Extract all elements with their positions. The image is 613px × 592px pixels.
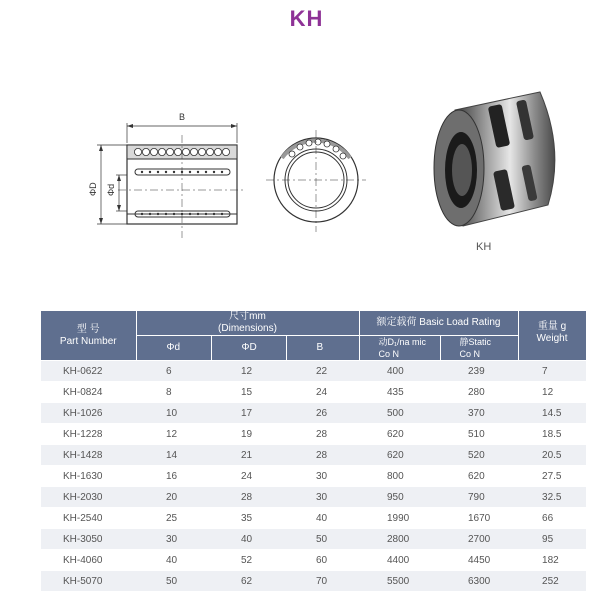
length-cell: 70 — [286, 571, 359, 592]
static-rating-cell: 6300 — [440, 571, 518, 592]
side-view-drawing — [97, 123, 245, 238]
outer-diameter-cell: 52 — [211, 550, 286, 571]
dynamic-rating-cell: 800 — [359, 466, 440, 487]
part-number-cell: KH-3050 — [41, 529, 136, 550]
part-number-header-en: Part Number — [59, 335, 117, 347]
outer-diameter-cell: 15 — [211, 382, 286, 403]
length-cell: 26 — [286, 403, 359, 424]
part-number-cell: KH-5070 — [41, 571, 136, 592]
inner-diameter-cell: 6 — [136, 361, 211, 382]
part-number-cell: KH-2030 — [41, 487, 136, 508]
dynamic-rating-cell: 500 — [359, 403, 440, 424]
part-number-cell: KH-4060 — [41, 550, 136, 571]
dynamic-rating-cell: 1990 — [359, 508, 440, 529]
length-cell: 30 — [286, 466, 359, 487]
part-number-cell: KH-2540 — [41, 508, 136, 529]
dynamic-rating-cell: 4400 — [359, 550, 440, 571]
length-cell: 60 — [286, 550, 359, 571]
static-rating-cell: 520 — [440, 445, 518, 466]
outer-diameter-cell: 40 — [211, 529, 286, 550]
length-cell: 30 — [286, 487, 359, 508]
table-row — [41, 445, 586, 466]
table-row — [41, 361, 586, 382]
static-rating-cell: 4450 — [440, 550, 518, 571]
static-rating-unit: Co N — [459, 349, 481, 359]
table-row — [41, 529, 586, 550]
weight-cell: 7 — [518, 361, 586, 382]
weight-cell: 18.5 — [518, 424, 586, 445]
inner-diameter-cell: 12 — [136, 424, 211, 445]
dynamic-rating-cell: 2800 — [359, 529, 440, 550]
inner-diameter-cell: 14 — [136, 445, 211, 466]
table-row — [41, 382, 586, 403]
load-rating-header — [359, 311, 518, 336]
static-rating-cell: 620 — [440, 466, 518, 487]
outer-diameter-cell: 62 — [211, 571, 286, 592]
dynamic-rating-unit: Co N — [378, 349, 400, 359]
dynamic-rating-cell: 620 — [359, 424, 440, 445]
part-number-cell: KH-0622 — [41, 361, 136, 382]
dimension-inner-diameter-label: Φd — [106, 183, 116, 196]
end-view-drawing — [266, 130, 366, 232]
table-row — [41, 466, 586, 487]
product-photo — [434, 92, 555, 226]
part-number-header — [41, 311, 136, 361]
static-rating-cell: 2700 — [440, 529, 518, 550]
inner-diameter-cell: 8 — [136, 382, 211, 403]
inner-diameter-cell: 10 — [136, 403, 211, 424]
static-rating-cell: 239 — [440, 361, 518, 382]
page-title: KH — [289, 6, 324, 31]
weight-cell: 14.5 — [518, 403, 586, 424]
inner-diameter-cell: 16 — [136, 466, 211, 487]
part-number-header-cn: 型 号 — [76, 323, 100, 335]
weight-header-cn: 重量 g — [537, 321, 567, 332]
length-cell: 28 — [286, 424, 359, 445]
product-caption: KH — [476, 241, 492, 253]
table-row — [41, 403, 586, 424]
weight-cell: 95 — [518, 529, 586, 550]
weight-cell: 27.5 — [518, 466, 586, 487]
inner-diameter-cell: 25 — [136, 508, 211, 529]
dimension-b-label: B — [179, 112, 186, 122]
static-rating-label: 静Static — [459, 337, 492, 347]
bearing-drawings — [0, 80, 613, 265]
table-row — [41, 571, 586, 592]
dynamic-rating-cell: 435 — [359, 382, 440, 403]
weight-cell: 12 — [518, 382, 586, 403]
length-cell: 24 — [286, 382, 359, 403]
table-row — [41, 550, 586, 571]
dimensions-header — [136, 311, 359, 336]
static-rating-cell: 280 — [440, 382, 518, 403]
length-cell: 50 — [286, 529, 359, 550]
outer-diameter-cell: 24 — [211, 466, 286, 487]
length-header: B — [286, 336, 359, 361]
weight-cell: 20.5 — [518, 445, 586, 466]
inner-diameter-cell: 20 — [136, 487, 211, 508]
outer-diameter-cell: 21 — [211, 445, 286, 466]
table-row — [41, 424, 586, 445]
static-rating-cell: 510 — [440, 424, 518, 445]
part-number-cell: KH-0824 — [41, 382, 136, 403]
table-row — [41, 508, 586, 529]
outer-diameter-cell: 12 — [211, 361, 286, 382]
static-rating-header — [440, 336, 518, 361]
dynamic-rating-cell: 950 — [359, 487, 440, 508]
outer-diameter-cell: 28 — [211, 487, 286, 508]
weight-cell: 182 — [518, 550, 586, 571]
static-rating-cell: 1670 — [440, 508, 518, 529]
weight-cell: 32.5 — [518, 487, 586, 508]
table-row — [41, 487, 586, 508]
load-rating-header-label: 额定载荷 Basic Load Rating — [376, 317, 501, 328]
dimensions-header-cn: 尺寸mm — [229, 311, 266, 322]
length-cell: 40 — [286, 508, 359, 529]
inner-diameter-cell: 40 — [136, 550, 211, 571]
weight-cell: 66 — [518, 508, 586, 529]
dynamic-rating-cell: 5500 — [359, 571, 440, 592]
weight-header — [518, 311, 586, 361]
outer-diameter-cell: 17 — [211, 403, 286, 424]
inner-diameter-cell: 30 — [136, 529, 211, 550]
specification-table — [41, 311, 587, 592]
dynamic-rating-header — [359, 336, 440, 361]
weight-cell: 252 — [518, 571, 586, 592]
outer-diameter-header: ΦD — [211, 336, 286, 361]
length-cell: 28 — [286, 445, 359, 466]
dynamic-rating-cell: 400 — [359, 361, 440, 382]
weight-header-en: Weight — [536, 333, 568, 344]
static-rating-cell: 790 — [440, 487, 518, 508]
dimensions-header-en: (Dimensions) — [218, 323, 277, 334]
part-number-cell: KH-1228 — [41, 424, 136, 445]
dynamic-rating-label: 动D₁/na mic — [378, 337, 427, 347]
static-rating-cell: 370 — [440, 403, 518, 424]
dynamic-rating-cell: 620 — [359, 445, 440, 466]
part-number-cell: KH-1428 — [41, 445, 136, 466]
outer-diameter-cell: 35 — [211, 508, 286, 529]
inner-diameter-cell: 50 — [136, 571, 211, 592]
outer-diameter-cell: 19 — [211, 424, 286, 445]
inner-diameter-header: Φd — [136, 336, 211, 361]
part-number-cell: KH-1630 — [41, 466, 136, 487]
length-cell: 22 — [286, 361, 359, 382]
dimension-outer-diameter-label: ΦD — [88, 182, 98, 196]
part-number-cell: KH-1026 — [41, 403, 136, 424]
